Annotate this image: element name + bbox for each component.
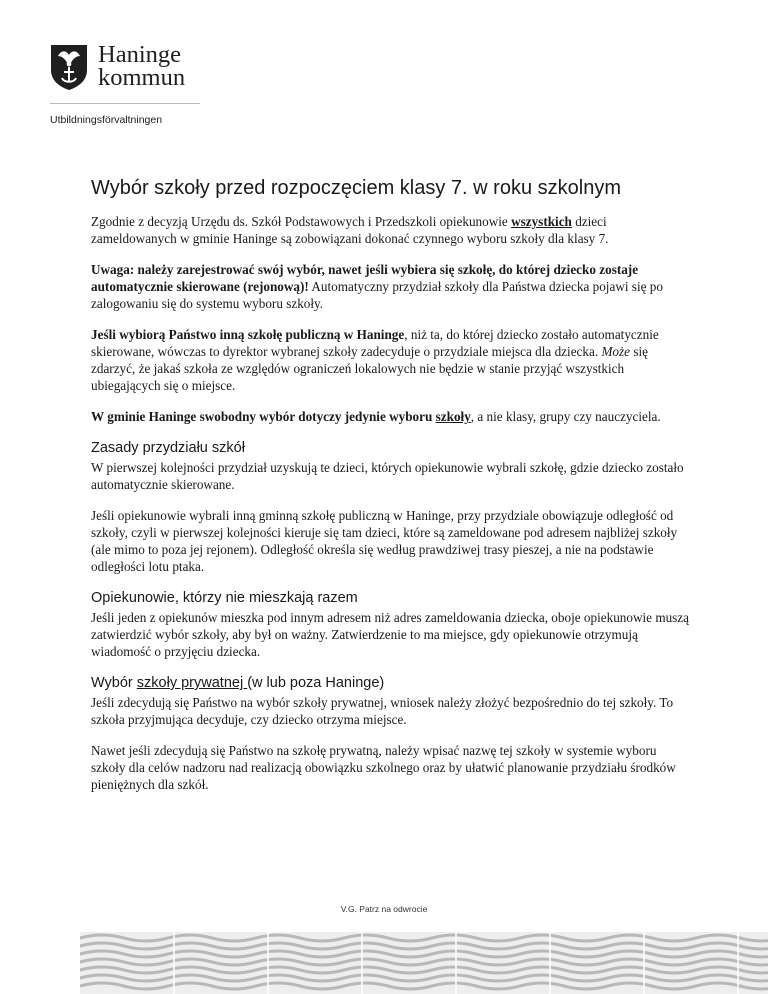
coat-of-arms-icon [50,44,88,90]
logo-line2: kommun [98,64,186,91]
emphasis-all: wszystkich [511,214,572,229]
paragraph-free-choice: W gminie Haninge swobodny wybór dotyczy jedynie wyboru szkoły, a nie klasy, grupy czy nauczyciela. [91,409,661,424]
section-heading-private: Wybór szkoły prywatnej (w lub poza Haninge) [91,675,385,691]
other-school-bold: Jeśli wybiorą Państwo inną szkołę publiczną w Haninge [91,327,405,342]
emphasis-school: szkoły [435,409,471,424]
paragraph-guardians: Jeśli jeden z opiekunów mieszka pod innym adresem niż adres zameldowania dziecka, oboje opiekunowie muszą zatwierdzić wybór szkoły, aby był on ważny. Zatwierdzenie to ma miejsce, gdy opiekunowie otrzymują wiadomość o przyjęciu dziecka. [91,610,690,659]
header-divider [50,103,200,104]
page-title: Wybór szkoły przed rozpoczęciem klasy 7. w roku szkolnym [91,177,621,199]
paragraph-intro: Zgodnie z decyzją Urzędu ds. Szkół Podstawowych i Przedszkoli opiekunowie wszystkich dzieci zameldowanych w gminie Haninge są zobowiązani dokonać czynnego wyboru szkoły dla klasy 7. [91,214,609,246]
wave-pattern-icon [80,932,768,994]
paragraph-other-school: Jeśli wybiorą Państwo inną szkołę publiczną w Haninge, niż ta, do której dziecko zostało automatycznie skierowane, wówczas to dyrektor wybranej szkoły zadecyduje o przydziale miejsca dla dziecka. Może się zdarzyć, że jakaś szkoła ze względów ograniczeń lokalowych nie będzie w stanie przyjąć wszystkich ubiegających się o miejsce. [91,327,659,393]
wave-decoration [80,932,768,994]
paragraph-allocation-2: Jeśli opiekunowie wybrali inną gminną szkołę publiczną w Haninge, przy przydziale obowiązuje odległość od szkoły, czyli w pierwszej kolejności kieruje się tam dzieci, które są zameldowane pod adresem najbliżej szkoły (ale mimo to poza jej rejonem). Odległość określa się według prawdziwej trasy pieszej, a nie na podstawie odległości lotu ptaka. [91,508,678,574]
logo-line1: Haninge [98,41,181,68]
paragraph-private-2: Nawet jeśli zdecydują się Państwo na szkołę prywatną, należy wpisać nazwę tej szkoły w systemie wyboru szkoły dla celów nadzoru nad realizacją obowiązku szkolnego oraz by ułatwić planowanie przydziału środków pieniężnych dla szkół. [91,743,676,792]
section-heading-guardians: Opiekunowie, którzy nie mieszkają razem [91,590,358,606]
emphasis-may: Może [601,344,631,359]
paragraph-private-1: Jeśli zdecydują się Państwo na wybór szkoły prywatnej, wniosek należy złożyć bezpośrednio do tej szkoły. To szkoła przyjmująca decyduje, czy dziecko otrzyma miejsce. [91,695,674,727]
footer-note: V.G. Patrz na odwrocie [340,904,428,914]
note-bold: Uwaga: należy zarejestrować swój wybór, nawet jeśli wybiera się szkołę, do której dziecko zostaje automatycznie skierowane (rejonową)! [91,262,639,294]
paragraph-allocation-1: W pierwszej kolejności przydział uzyskują te dzieci, których opiekunowie wybrali szkołę, gdzie dziecko zostało automatycznie skierowane. [91,460,684,492]
section-heading-allocation: Zasady przydziału szkół [91,440,245,456]
logo-text [98,43,185,89]
document-body [91,176,691,807]
department-name: Utbildningsförvaltningen [50,114,163,126]
paragraph-note: Uwaga: należy zarejestrować swój wybór, nawet jeśli wybiera się szkołę, do której dziecko zostaje automatycznie skierowane (rejonową)! Automatyczny przydział szkoły dla Państwa dziecka pojawi się po zalogowaniu się do systemu wyboru szkoły. [91,262,663,311]
